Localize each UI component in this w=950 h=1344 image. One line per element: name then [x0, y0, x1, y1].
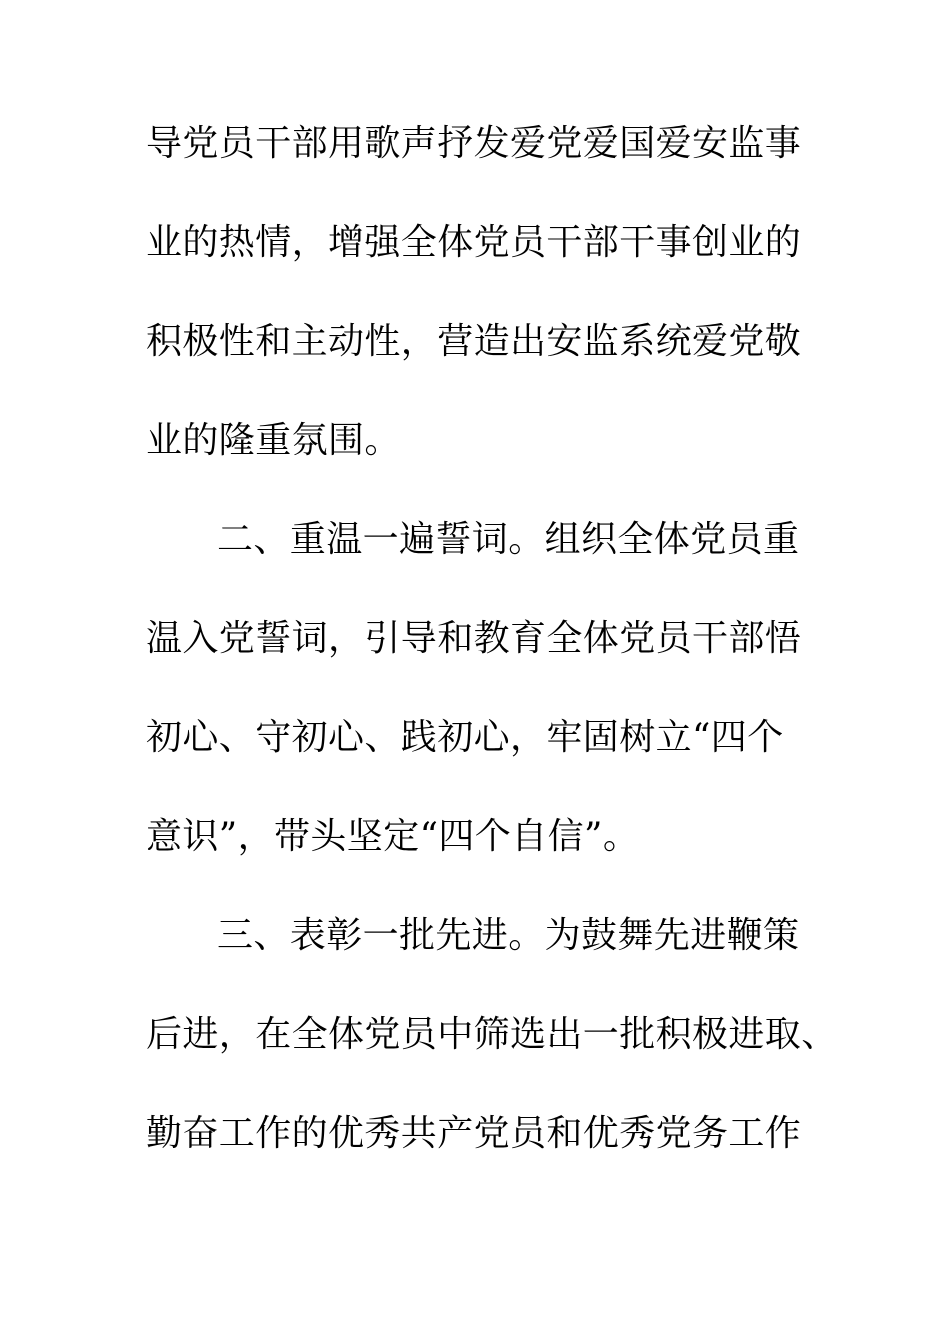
text-line: 温入党誓词，引导和教育全体党员干部悟 [146, 618, 802, 659]
text-line: 后进，在全体党员中筛选出一批积极进取、 [146, 1014, 838, 1055]
text-line: 业的隆重氛围。 [146, 420, 401, 461]
text-line: 初心、守初心、践初心，牢固树立“四个 [146, 717, 784, 758]
text-line: 积极性和主动性，营造出安监系统爱党敬 [146, 321, 802, 362]
text-line-section-3-heading: 三、表彰一批先进。为鼓舞先进鞭策 [217, 915, 800, 956]
text-line-section-2-heading: 二、重温一遍誓词。组织全体党员重 [217, 519, 800, 560]
text-line: 业的热情，增强全体党员干部干事创业的 [146, 222, 802, 263]
text-line: 导党员干部用歌声抒发爱党爱国爱安监事 [146, 123, 802, 164]
text-line: 勤奋工作的优秀共产党员和优秀党务工作 [146, 1113, 802, 1154]
text-line: 意识”，带头坚定“四个自信”。 [146, 816, 640, 857]
document-body [146, 123, 838, 1215]
